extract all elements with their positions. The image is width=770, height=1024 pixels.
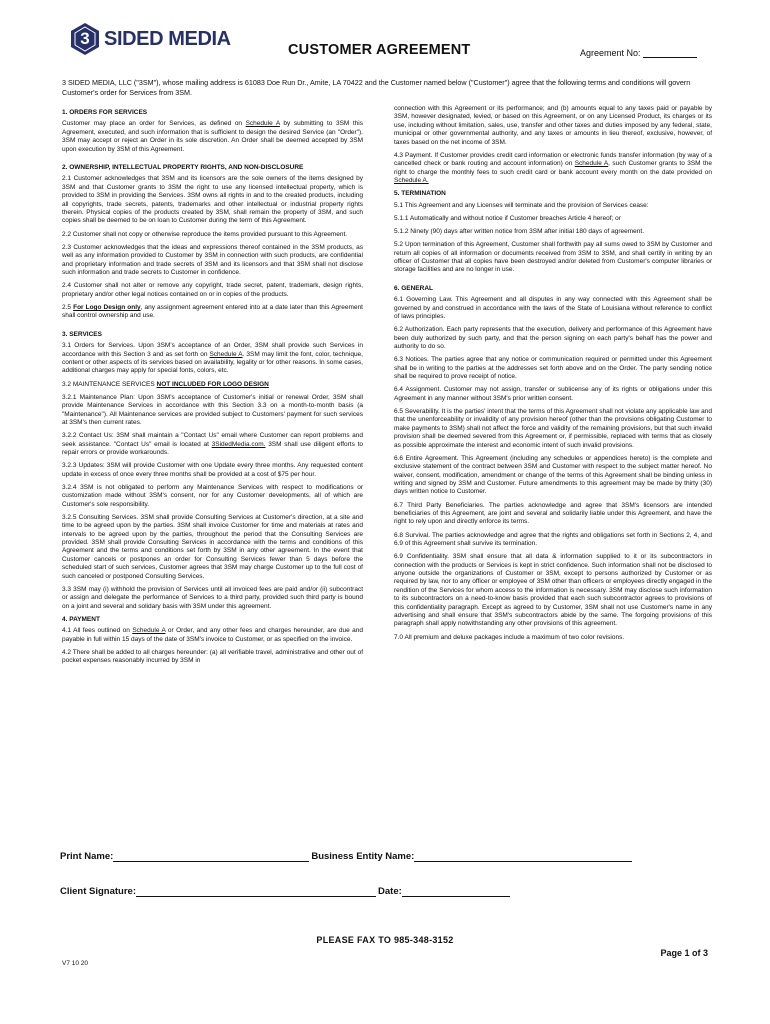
date-label: Date: bbox=[378, 886, 402, 897]
logo-design-emphasis: For Logo Design only bbox=[73, 303, 141, 311]
clause-paragraph: 3.2.5 Consulting Services. 3SM shall provide Consulting Services at Customer's direction, at a site and time to be agreed upon by the parties. 3SM shall invoice Customer for time and materials at rates and intervals to be agreed upon by the parties, throughout the period that the Consulting Services are provided. 3SM shall provide Consulting Services in accordance with the terms and conditions of this Agreement and the terms and conditions set forth by 3SM in any other agreement. In the event that Customer cancels or postpones an order for Consulting Services fewer than 5 days before the scheduled start of such services, Customer agrees that 3SM may charge Customer up to the full cost of such canceled or postponed Consulting Services. bbox=[62, 513, 363, 580]
schedule-a-ref: Schedule A bbox=[132, 627, 166, 635]
schedule-a-ref: Schedule A. bbox=[394, 177, 429, 185]
section-heading: 3. SERVICES bbox=[62, 330, 102, 338]
section-heading: 4. PAYMENT bbox=[62, 615, 100, 623]
website-link[interactable]: 3SidedMedia.com. bbox=[211, 440, 266, 448]
print-name-field[interactable] bbox=[113, 851, 309, 862]
business-entity-field[interactable] bbox=[414, 851, 632, 862]
version-label: V7 10 20 bbox=[62, 960, 89, 967]
clause-paragraph: Customer may place an order for Services, as defined on Schedule A by submitting to 3SM this Agreement, executed, and such information that is sufficient to design the desired Service (an "Order"). 3SM may accept or reject an Order in its sole discretion. An Order shall be deemed accepted by 3SM upon execution by 3SM of this Agreement. bbox=[62, 120, 363, 153]
clause-paragraph: 2.2 Customer shall not copy or otherwise reproduce the items provided pursuant to this Agreement. bbox=[62, 230, 348, 238]
clause-paragraph: 2.5 For Logo Design only, any assignment agreement entered into at a date later than this Agreement shall control ownership and use. bbox=[62, 303, 363, 320]
agreement-number-line[interactable] bbox=[643, 48, 697, 58]
clause-paragraph: 4.1 All fees outlined on Schedule A or Order, and any other fees and charges hereunder, are due and payable in full within 15 days of the date of 3SM's invoice to Customer, or as specified on the invoice. bbox=[62, 627, 364, 643]
clause-paragraph: 5.1.1 Automatically and without notice if Customer breaches Article 4 hereof; or bbox=[394, 214, 621, 222]
logo-mark-icon bbox=[68, 22, 102, 56]
agreement-number-field[interactable] bbox=[580, 48, 697, 58]
date-field[interactable] bbox=[402, 886, 510, 897]
clause-paragraph: 4.2 There shall be added to all charges hereunder: (a) all verifiable travel, administrative and other out of pocket expenses reasonably incurred by 3SM in bbox=[62, 648, 363, 665]
clause-paragraph: 3.2 MAINTENANCE SERVICES NOT INCLUDED FOR LOGO DESIGN bbox=[62, 380, 269, 388]
clause-paragraph: 7.0 All premium and deluxe packages include a maximum of two color revisions. bbox=[394, 633, 625, 641]
client-signature-row bbox=[60, 886, 510, 897]
clause-paragraph: 3.1 Orders for Services. Upon 3SM's acceptance of an Order, 3SM shall provide such Services in accordance with this Section 3 and as set forth on Schedule A. 3SM may limit the font, color, technique, content or other aspects of its services based on availability, legality or for other reasons. In some cases, additional charges may apply for special fonts, colors, etc. bbox=[62, 342, 363, 375]
clause-paragraph: 2.1 Customer acknowledges that 3SM and its licensors are the sole owners of the items designed by 3SM and that Customer grants to 3SM the right to use any licensed intellectual property, which is provided to 3SM in providing the Services. 3SM owns all rights in and to the created products, including all copyrights, trade secrets, patents, trademarks and other intellectual or industrial property rights therein. Physical copies of the products created by 3SM, shall remain the property of 3SM, and such copies shall be deemed to be on loan to Customer during the term of this Agreement. bbox=[62, 175, 363, 225]
document-title: CUSTOMER AGREEMENT bbox=[288, 42, 471, 58]
clause-paragraph: 4.3 Payment. If Customer provides credit card information or electronic funds transfer information (by way of a cancelled check or bank routing and account information) on Schedule A, such Customer grants to 3SM the right to charge the monthly fees to such credit card or bank account every month on the date provided on Schedule A. bbox=[394, 151, 713, 185]
clause-paragraph: 6.8 Survival. The parties acknowledge and agree that the rights and obligations set forth in Sections 2, 4, and 6.9 of this Agreement shall survive its termination. bbox=[394, 531, 712, 548]
clause-paragraph: 3.2.3 Updates: 3SM will provide Customer with one Update every three months. Any requested content update in excess of once every three months shall be provided at a cost of $75 per hour. bbox=[62, 462, 363, 478]
section-heading: 6. GENERAL bbox=[394, 284, 434, 292]
print-name-label: Print Name: bbox=[60, 851, 114, 862]
clause-paragraph: 6.4 Assignment. Customer may not assign, transfer or sublicense any of its rights or obligations under this Agreement in any manner without 3SM's prior written consent. bbox=[394, 386, 712, 402]
logo-text: SIDED MEDIA bbox=[104, 27, 231, 50]
section-heading: 2. OWNERSHIP, INTELLECTUAL PROPERTY RIGHTS, AND NON-DISCLOSURE bbox=[62, 164, 304, 172]
clause-paragraph: 2.3 Customer acknowledges that the ideas and expressions thereof contained in the 3SM products, as well as any information provided to Customer by 3SM in connection with such products, are confidential and proprietary information and trade secrets of 3SM and its licensors and that 3SM shall not disclose such information and trade secrets to Customer in confidence. bbox=[62, 243, 363, 277]
clause-paragraph: 6.9 Confidentiality. 3SM shall ensure that all data & information supplied to it or its subcontractors in connection with the products or Services is kept in strict confidence. Such information shall not be disclosed to anyone outside the organizations of Customer or 3SM, except to persons authorized by Customer or as required by law, nor to any officer or employee of 3SM other than officers or employees directly engaged in the rendition of the Services for whom access to the information is necessary. 3SM may disclose such information to its subcontractors on a need-to-know basis provided that each such subcontractor agrees to provisions of this confidentiality paragraph. Except as agreed to by Customer, 3SM shall not use Customer's name in any advertising and shall ensure that 3SM's subcontractors abide by the same. The forgoing provisions of this paragraph shall apply notwithstanding any other provisions of this agreement. bbox=[394, 553, 712, 628]
clause-paragraph: 6.3 Notices. The parties agree that any notice or communication required or permitted under this Agreement shall be in writing to the parties at the addresses set forth above and on the Order. The party sending notice shall be required to prove receipt of notice. bbox=[394, 356, 712, 381]
intro-paragraph: 3 SIDED MEDIA, LLC ("3SM"), whose mailing address is 61083 Doe Run Dr., Amite, LA 70422 and the Customer named below ("Customer") agree that the following terms and conditions will govern Customer's order for Services from 3SM. bbox=[62, 78, 691, 98]
schedule-a-ref: Schedule A bbox=[574, 160, 609, 168]
clause-paragraph: 3.2.1 Maintenance Plan: Upon 3SM's acceptance of Customer's initial or renewal Order, 3SM shall provide Maintenance Services in accordance with this Section 3.3 on a month-to-month basis (a "Maintenance"). All Maintenance services are provided subject to Customers' payment for such services at 3SM's then current rates. bbox=[62, 393, 363, 426]
clause-paragraph: 6.6 Entire Agreement. This Agreement (including any schedules or appendices hereto) is the complete and exclusive statement of the contract between 3SM and Customer with respect to the subject matter hereof. No waiver, consent, modification, amendment or change of the terms of this Agreement shall be binding unless in writing and signed by 3SM and Customer. Future amendments to this agreement may be made by thirty (30) days written notice to Customer. bbox=[394, 454, 712, 496]
schedule-a-ref: Schedule A bbox=[209, 350, 243, 358]
schedule-a-ref: Schedule A bbox=[245, 120, 280, 128]
client-signature-label: Client Signature: bbox=[60, 886, 137, 897]
page-number: Page 1 of 3 bbox=[660, 948, 708, 958]
clause-paragraph: 3.3 3SM may (i) withhold the provision of Services until all invoiced fees are paid and/or (ii) subcontract or assign and delegate the performance of Services to a third party, provided such third party is bound on a joint and several and solidary basis with 3SM under this agreement. bbox=[62, 585, 363, 610]
clause-paragraph: 2.4 Customer shall not alter or remove any copyright, trade secret, patent, trademark, design rights, proprietary and/or other legal notices contained on or in copies of the products. bbox=[62, 282, 363, 298]
business-entity-label: Business Entity Name: bbox=[311, 851, 415, 862]
print-name-row bbox=[60, 851, 632, 862]
client-signature-field[interactable] bbox=[136, 886, 376, 897]
right-column bbox=[394, 105, 712, 647]
clause-paragraph: 3.2.4 3SM is not obligated to perform any Maintenance Services with respect to modifications or customization made without 3SM's consent, nor for any Customer developments, all of which are Customer's sole responsibility. bbox=[62, 483, 363, 508]
clause-paragraph: 3.2.2 Contact Us: 3SM shall maintain a "Contact Us" email where Customer can report problems and seek assistance. "Contact Us" email is located at 3SidedMedia.com. 3SM shall use diligent efforts to repair errors or provide workarounds. bbox=[62, 432, 363, 456]
clause-paragraph: 6.1 Governing Law. This Agreement and all disputes in any way connected with this Agreement shall be governed by and construed in accordance with the laws of the State of Louisiana without reference to conflict of laws principles. bbox=[394, 296, 712, 321]
clause-paragraph: 5.1.2 Ninety (90) days after written notice from 3SM after initial 180 days of agreement. bbox=[394, 228, 645, 236]
company-logo bbox=[68, 22, 231, 56]
clause-paragraph: 5.2 Upon termination of this Agreement, Customer shall forthwith pay all sums owed to 3SM by Customer and return all copies of all information or documents received from 3SM to 3SM, and shall certify in writing by an officer of Customer that all copies have been destroyed and/or deleted from Customer's computer libraries or storage facilities and are no longer in use. bbox=[394, 241, 712, 274]
clause-paragraph: 6.7 Third Party Beneficiaries. The parties acknowledge and agree that 3SM's licensors are intended beneficiaries of this Agreement, are joint and several and solidarily liable under this Agreement, and have the right to rely upon and directly enforce its terms. bbox=[394, 501, 712, 526]
left-column bbox=[62, 105, 363, 671]
not-included-emphasis: NOT INCLUDED FOR LOGO DESIGN bbox=[156, 380, 269, 388]
fax-instruction: PLEASE FAX TO 985-348-3152 bbox=[316, 935, 454, 945]
clause-paragraph: 5.1 This Agreement and any Licenses will terminate and the provision of Services cease: bbox=[394, 201, 649, 209]
logo-digit: 3 bbox=[80, 29, 90, 48]
clause-paragraph: 6.2 Authorization. Each party represents that the execution, delivery and performance of this Agreement have been duly authorized by such party, and that the person signing on each party's behalf has the power and authority to do so. bbox=[394, 326, 712, 351]
section-heading: 5. TERMINATION bbox=[394, 190, 446, 198]
clause-paragraph: 6.5 Severability. It is the parties' intent that the terms of this Agreement shall not violate any applicable law and that the unenforceability or invalidity of any provision hereof (other than the provisions obligating Customer to make payments to 3SM) shall not affect the force and validity of the remaining provisions, but that such invalid provision shall be deemed severed from this Agreement or, if permissible, replaced with terms that as closely as possible approximate the interest and economic intent of such invalid provisions. bbox=[394, 407, 712, 449]
section-heading: 1. ORDERS FOR SERVICES bbox=[62, 109, 148, 116]
clause-paragraph: connection with this Agreement or its performance; and (b) amounts equal to any taxes paid or payable by 3SM, however designated, levied, or based on this Agreement, or on any Licensed Product, its charges or its use, including without limitation, sales, use, transfer and other taxes and duties imposed by any federal, state, municipal or other governmental authority, and any taxes or amounts in lieu thereof, exclusive, however, of taxes based on the net income of 3SM. bbox=[394, 105, 712, 146]
agreement-number-label: Agreement No: bbox=[580, 48, 641, 58]
